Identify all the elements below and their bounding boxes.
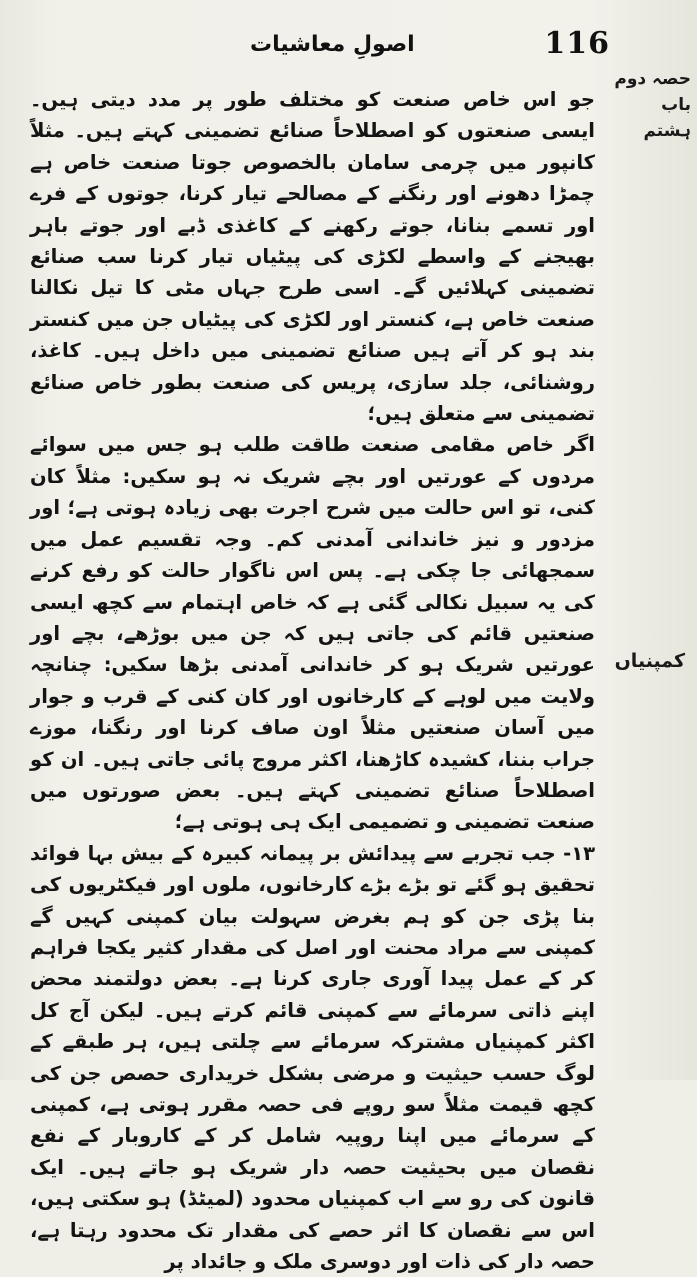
paragraph-supplementary-industries: اگر خاص مقامی صنعت طاقت طلب ہو جس میں سوائے مردوں کے عورتیں اور بچے شریک نہ ہو سکیں: مثلاً کان کنی، تو اس حالت میں شرح اجرت بھی زیادہ ہوتی ہے؛ اور مزدور و نیز خاندانی آمدنی کم۔ وجہ تقسیم عمل میں سمجھائی جا چکی ہے۔ پس اس ناگوار حالت کو رفع کرنے کی یہ سبیل نکالی گئی ہے کہ خاص اہتمام سے کچھ ایسی صنعتیں قائم کی جاتی ہیں کہ جن میں بوڑھے، بچے اور عورتیں شریک ہو کر خاندانی آمدنی بڑھا سکیں: چنانچہ ولایت میں لوہے کے کارخانوں اور کان کنی کے قرب و جوار میں آسان صنعتیں مثلاً اون صاف کرنا اور رنگنا، موزے جراب بننا، کشیدہ کاڑھنا، اکثر مروج پائی جاتی ہیں۔ ان کو اصطلاحاً صنائع تضمینی کہتے ہیں۔ بعض صورتوں میں صنعت تضمینی و تضمیمی ایک ہی ہوتی ہے؛ bbox=[30, 433, 595, 834]
running-title: اصولِ معاشیات bbox=[250, 32, 415, 57]
margin-note-section-part: حصہ دوم bbox=[614, 69, 691, 89]
paragraph-companies: ۱۳- جب تجربے سے پیدائش بر پیمانہ کبیرہ کے بیش بہا فوائد تحقیق ہو گئے تو بڑے بڑے کارخانوں، ملوں اور فیکٹریوں کی بنا پڑی جن کو ہم بغرض سہولت بیان کمپنی کہیں گے کمپنی سے مراد محنت اور اصل کی مقدار کثیر یکجا فراہم کر کے عمل پیدا آوری جاری کرنا ہے۔ بعض دولتمند محض اپنے ذاتی سرمائے سے کمپنی قائم کرتے ہیں۔ لیکن آج کل اکثر کمپنیاں مشترکہ سرمائے سے چلتی ہیں، ہر طبقے کے لوگ حسب حیثیت و مرضی بشکل خریداری حصص جن کی کچھ قیمت مثلاً سو روپے فی حصہ مقرر ہوتی ہے، کمپنی کے سرمائے میں اپنا روپیہ شامل کر کے کاروبار کے نفع نقصان میں بحیثیت حصہ دار شریک ہو جاتے ہیں۔ ایک قانون کی رو سے اب کمپنیاں محدود (لمیٹڈ) ہو سکتی ہیں، اس سے نقصان کا اثر حصے کی مقدار تک محدود رہتا ہے، حصہ دار کی ذات اور دوسری ملک و جائداد پر bbox=[30, 841, 595, 1274]
body-text bbox=[30, 84, 595, 1277]
page-header bbox=[90, 24, 610, 68]
page-number: 116 bbox=[544, 26, 610, 61]
margin-note-companies: کمپنیاں bbox=[614, 650, 685, 672]
margin-note-chapter: باب ہشتم bbox=[643, 95, 691, 141]
paragraph-subsidiary-industries: جو اس خاص صنعت کو مختلف طور پر مدد دیتی ہیں۔ ایسی صنعتوں کو اصطلاحاً صنائع تضمینی کہتے ہیں۔ مثلاً کانپور میں چرمی سامان بالخصوص جوتا صنعت خاص ہے چمڑا دھونے اور رنگنے کے مصالحے تیار کرنا، جوتوں کے فرے اور تسمے بنانا، جوتے رکھنے کے کاغذی ڈبے اور جوتے باہر بھیجنے کے واسطے لکڑی کی پیٹیاں تیار کرنا سب صنائع تضمینی کہلائیں گے۔ اسی طرح جہاں مٹی کا تیل نکالنا صنعت خاص ہے، کنستر اور لکڑی کی پیٹیاں جن میں کنستر بند ہو کر آتے ہیں صنائع تضمینی میں داخل ہیں۔ کاغذ، روشنائی، جلد سازی، پریس کی صنعت بطور خاص صنائع تضمینی سے متعلق ہیں؛ bbox=[30, 88, 595, 426]
